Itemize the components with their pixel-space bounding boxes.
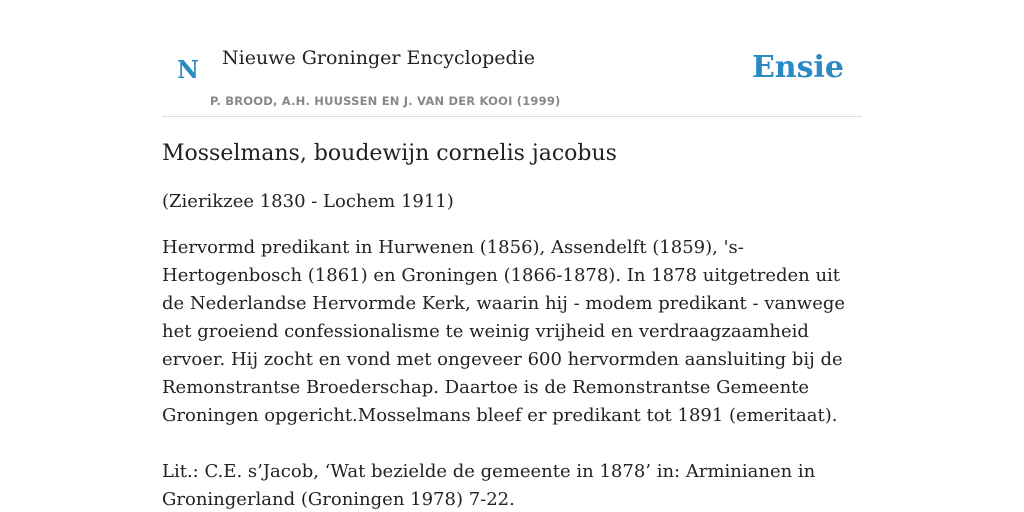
article-body: Hervormd predikant in Hurwenen (1856), Assendelft (1859), 's-Hertogenbosch (1861) en Groningen (1866-1878). In 1878 uitgetreden uit de Nederlandse Hervormde Kerk, waarin hij - modem predikant - vanwege het groeiend confessionalisme te weinig vrijheid en verdraagzaamheid ervoer. Hij zocht en vond met ongeveer 600 hervormden aansluiting bij de Remonstrantse Broederschap. Daartoe is de Remonstrantse Gemeente Groningen opgericht.Mosselmans bleef er predikant tot 1891 (emeritaat). [162,237,846,426]
site-header [162,0,862,117]
ensie-logo[interactable]: Ensie [751,50,844,85]
article-lifespan: (Zierikzee 1830 - Lochem 1911) [162,191,454,212]
encyclopedia-title[interactable]: Nieuwe Groninger Encyclopedie [222,47,536,69]
article-title: Mosselmans, boudewijn cornelis jacobus [162,141,617,166]
encyclopedia-authors: P. BROOD, A.H. HUUSSEN EN J. VAN DER KOOI (1999) [210,94,561,108]
article-literature: Lit.: C.E. s’Jacob, ‘Wat bezielde de gemeente in 1878’ in: Arminianen in Groningerland (Groningen 1978) 7-22. [162,461,816,510]
article [162,138,862,512]
encyclopedia-logo[interactable]: N [177,55,199,84]
